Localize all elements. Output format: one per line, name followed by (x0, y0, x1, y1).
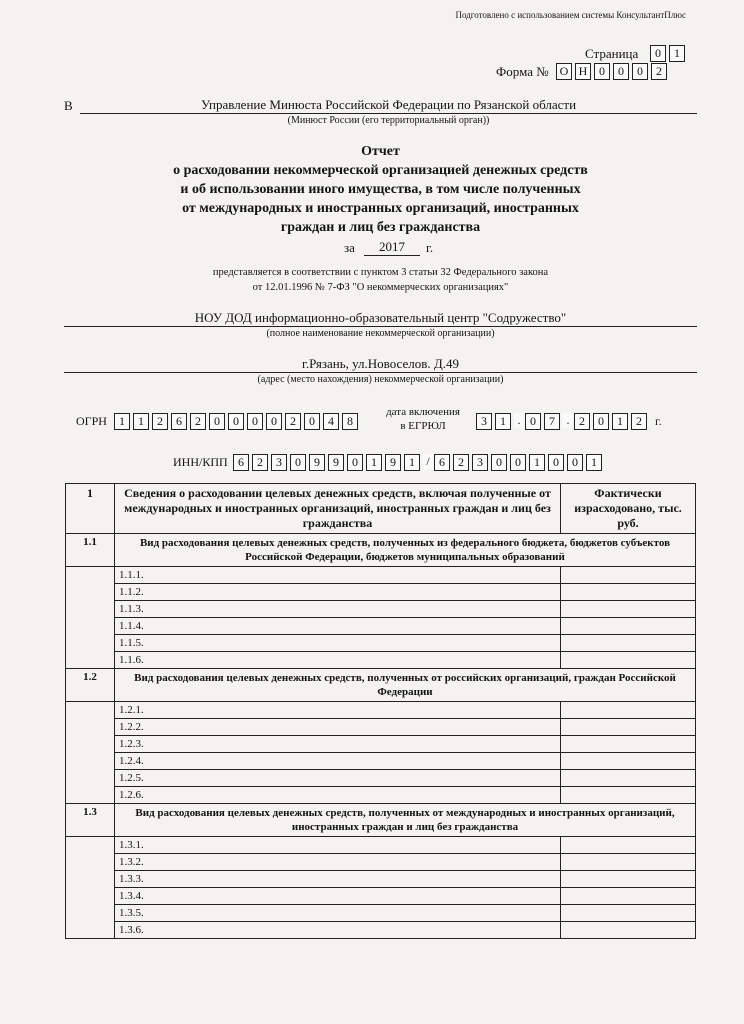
row-empty-cell (66, 922, 115, 939)
form-digit-1: О (556, 63, 572, 80)
row-label: 1.3.3. (115, 871, 561, 888)
table-row (66, 787, 696, 804)
table-row (66, 601, 696, 618)
page-digit-2: 1 (669, 45, 685, 62)
row-value-cell (561, 567, 696, 584)
org-address: г.Рязань, ул.Новоселов. Д.49 (64, 356, 697, 373)
row-value-cell (561, 635, 696, 652)
row-value-cell (561, 584, 696, 601)
table-row (66, 922, 696, 939)
date-day-digit-2: 1 (495, 413, 511, 430)
row-value-cell (561, 854, 696, 871)
kpp-digit-2: 2 (453, 454, 469, 471)
ogrn-digit-6: 0 (209, 413, 225, 430)
row-empty-cell (66, 652, 115, 669)
ogrn-digit-10: 2 (285, 413, 301, 430)
section-row (66, 804, 696, 837)
row-label: 1.3.1. (115, 837, 561, 854)
consultant-note: Подготовлено с использованием системы КонсультантПлюс (455, 10, 686, 20)
row-empty-cell (66, 888, 115, 905)
date-suffix: г. (655, 414, 662, 428)
title-line-3: и об использовании иного имущества, в том числе полученных (180, 182, 581, 197)
row-value-cell (561, 837, 696, 854)
recipient-prefix: В (64, 98, 73, 113)
row-label: 1.2.1. (115, 702, 561, 719)
row-label: 1.1.6. (115, 652, 561, 669)
kpp-digit-7: 0 (548, 454, 564, 471)
section-title: Вид расходования целевых денежных средств, полученных от международных и иностранных организаций, иностранных граждан и лиц без гражданства (115, 804, 696, 837)
kpp-digit-3: 3 (472, 454, 488, 471)
row-empty-cell (66, 719, 115, 736)
table-row (66, 702, 696, 719)
row-value-cell (561, 770, 696, 787)
inn-digit-6: 9 (328, 454, 344, 471)
inn-digit-5: 9 (309, 454, 325, 471)
form-number-boxes (556, 63, 670, 80)
inn-digit-3: 3 (271, 454, 287, 471)
form-digit-4: 0 (613, 63, 629, 80)
row-empty-cell (66, 736, 115, 753)
inn-digit-2: 2 (252, 454, 268, 471)
ogrn-digit-13: 8 (342, 413, 358, 430)
ogrn-digit-3: 2 (152, 413, 168, 430)
row-empty-cell (66, 905, 115, 922)
row-empty-cell (66, 837, 115, 854)
table-row (66, 567, 696, 584)
expenditure-table (65, 483, 696, 939)
ogrn-digit-2: 1 (133, 413, 149, 430)
year-suffix: г. (426, 240, 434, 255)
row-label: 1.1.3. (115, 601, 561, 618)
table-row (66, 854, 696, 871)
table-row (66, 753, 696, 770)
row-label: 1.1.1. (115, 567, 561, 584)
row-empty-cell (66, 584, 115, 601)
table-row (66, 635, 696, 652)
row-empty-cell (66, 770, 115, 787)
row-label: 1.2.3. (115, 736, 561, 753)
row-label: 1.1.4. (115, 618, 561, 635)
ogrn-digit-4: 6 (171, 413, 187, 430)
row-empty-cell (66, 871, 115, 888)
section-title: Вид расходования целевых денежных средств, полученных из федерального бюджета, бюджетов субъектов Российской Федерации, бюджетов муниципальных образований (115, 534, 696, 567)
date-label-2: в ЕГРЮЛ (400, 420, 446, 432)
row-value-cell (561, 736, 696, 753)
registration-date-boxes (476, 413, 650, 430)
row-value-cell (561, 753, 696, 770)
row-label: 1.1.2. (115, 584, 561, 601)
kpp-digit-4: 0 (491, 454, 507, 471)
law-reference-1: представляется в соответствии с пунктом 3 статьи 32 Федерального закона (212, 267, 549, 278)
table-row (66, 618, 696, 635)
row-value-cell (561, 618, 696, 635)
table-row (66, 888, 696, 905)
section-num: 1.2 (66, 669, 115, 702)
section-row (66, 534, 696, 567)
row-value-cell (561, 719, 696, 736)
form-digit-5: 0 (632, 63, 648, 80)
row-empty-cell (66, 787, 115, 804)
table-row (66, 584, 696, 601)
table-row (66, 652, 696, 669)
table-row (66, 770, 696, 787)
page-digit-1: 0 (650, 45, 666, 62)
row-label: 1.3.6. (115, 922, 561, 939)
date-year-digit-3: 1 (612, 413, 628, 430)
table-header-row (66, 484, 696, 534)
form-label: Форма № (496, 64, 549, 79)
date-label-1: дата включения (386, 406, 460, 418)
row-label: 1.3.4. (115, 888, 561, 905)
ogrn-label: ОГРН (76, 414, 107, 428)
row-value-cell (561, 922, 696, 939)
form-digit-2: Н (575, 63, 591, 80)
row-label: 1.3.2. (115, 854, 561, 871)
section-title: Вид расходования целевых денежных средств, полученных от российских организаций, граждан Российской Федерации (115, 669, 696, 702)
inn-kpp-boxes (233, 454, 605, 471)
org-name-caption: (полное наименование некоммерческой организации) (266, 328, 495, 339)
row-empty-cell (66, 618, 115, 635)
kpp-digit-6: 1 (529, 454, 545, 471)
title-line-5: граждан и лиц без гражданства (280, 220, 481, 235)
header-value: Фактически израсходовано, тыс. руб. (561, 484, 696, 534)
date-month-digit-1: 0 (525, 413, 541, 430)
row-value-cell (561, 871, 696, 888)
row-label: 1.2.2. (115, 719, 561, 736)
row-label: 1.2.4. (115, 753, 561, 770)
ogrn-digit-7: 0 (228, 413, 244, 430)
row-label: 1.2.6. (115, 787, 561, 804)
inn-kpp-label: ИНН/КПП (173, 455, 228, 469)
inn-digit-4: 0 (290, 454, 306, 471)
ogrn-boxes (114, 413, 361, 430)
ogrn-digit-5: 2 (190, 413, 206, 430)
header-title: Сведения о расходовании целевых денежных средств, включая полученные от международных и иностранных организаций, иностранных граждан и лиц без гражданства (115, 484, 561, 534)
table-row (66, 736, 696, 753)
section-row (66, 669, 696, 702)
row-value-cell (561, 601, 696, 618)
org-address-caption: (адрес (место нахождения) некоммерческой организации) (257, 374, 504, 385)
kpp-digit-9: 1 (586, 454, 602, 471)
section-num: 1.3 (66, 804, 115, 837)
ogrn-digit-1: 1 (114, 413, 130, 430)
ogrn-digit-12: 4 (323, 413, 339, 430)
kpp-digit-8: 0 (567, 454, 583, 471)
org-name: НОУ ДОД информационно-образовательный центр "Содружество" (64, 310, 697, 327)
title-line-1: Отчет (361, 144, 400, 159)
year-prefix: за (344, 240, 355, 255)
date-month-digit-2: 7 (544, 413, 560, 430)
date-year-digit-1: 2 (574, 413, 590, 430)
table-row (66, 837, 696, 854)
row-empty-cell (66, 854, 115, 871)
row-label: 1.2.5. (115, 770, 561, 787)
inn-digit-10: 1 (404, 454, 420, 471)
law-reference-2: от 12.01.1996 № 7-ФЗ "О некоммерческих организациях" (252, 282, 509, 293)
date-year-digit-2: 0 (593, 413, 609, 430)
row-empty-cell (66, 702, 115, 719)
date-day-digit-1: 3 (476, 413, 492, 430)
date-year-digit-4: 2 (631, 413, 647, 430)
inn-digit-7: 0 (347, 454, 363, 471)
row-label: 1.3.5. (115, 905, 561, 922)
form-digit-6: 2 (651, 63, 667, 80)
row-empty-cell (66, 635, 115, 652)
date-dot: . (563, 413, 573, 428)
table-row (66, 905, 696, 922)
title-line-2: о расходовании некоммерческой организацией денежных средств (173, 163, 588, 178)
row-empty-cell (66, 567, 115, 584)
kpp-digit-1: 6 (434, 454, 450, 471)
page-label: Страница (585, 46, 639, 61)
row-value-cell (561, 702, 696, 719)
row-empty-cell (66, 601, 115, 618)
table-row (66, 719, 696, 736)
row-value-cell (561, 652, 696, 669)
page-number-boxes (650, 45, 688, 62)
inn-kpp-slash: / (423, 454, 433, 469)
row-value-cell (561, 905, 696, 922)
ogrn-digit-11: 0 (304, 413, 320, 430)
section-num: 1.1 (66, 534, 115, 567)
inn-digit-9: 9 (385, 454, 401, 471)
title-line-4: от международных и иностранных организаций, иностранных (182, 201, 579, 216)
header-num: 1 (66, 484, 115, 534)
inn-digit-1: 6 (233, 454, 249, 471)
table-row (66, 871, 696, 888)
inn-digit-8: 1 (366, 454, 382, 471)
ogrn-digit-9: 0 (266, 413, 282, 430)
ogrn-digit-8: 0 (247, 413, 263, 430)
row-empty-cell (66, 753, 115, 770)
row-label: 1.1.5. (115, 635, 561, 652)
form-digit-3: 0 (594, 63, 610, 80)
row-value-cell (561, 888, 696, 905)
date-dot: . (514, 413, 524, 428)
recipient-caption: (Минюст России (его территориальный орган)) (287, 115, 490, 126)
recipient-name: Управление Минюста Российской Федерации по Рязанской области (80, 97, 697, 114)
row-value-cell (561, 787, 696, 804)
kpp-digit-5: 0 (510, 454, 526, 471)
report-year: 2017 (364, 239, 420, 256)
